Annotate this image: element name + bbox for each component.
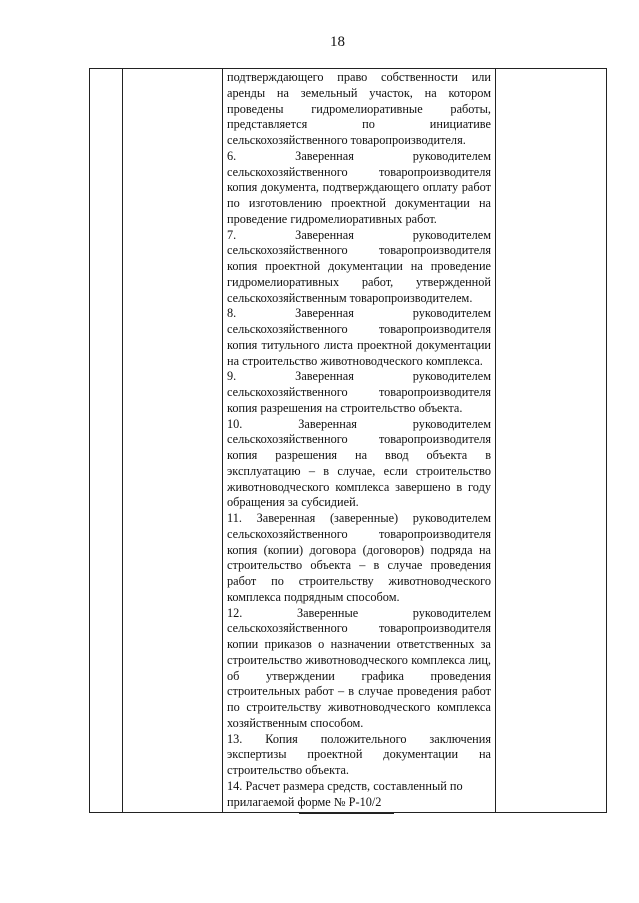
end-of-document-rule <box>299 813 394 814</box>
documents-list <box>223 69 495 812</box>
table-row <box>90 69 607 813</box>
list-item: 12. Заверенные руководителем сельскохозяйственного товаропроизводителя копии приказов о назначении ответственных за строительство животноводческого комплекса лиц, об утверждении графика проведения строительных работ – в случае проведения работ по строительству животноводческого комплекса хозяйственным способом. <box>227 605 491 730</box>
list-item: 7. Заверенная руководителем сельскохозяйственного товаропроизводителя копия проектной документации на проведение гидромелиоративных работ, утвержденной сельскохозяйственным товаропроизводителем. <box>227 227 491 305</box>
documents-column-cell <box>223 69 496 813</box>
list-item: подтверждающего право собственности или аренды на земельный участок, на котором проведены гидромелиоративные работы, представляется по инициативе сельскохозяйственного товаропроизводителя. <box>227 70 491 147</box>
list-item: 10. Заверенная руководителем сельскохозяйственного товаропроизводителя копия разрешения на ввод объекта в эксплуатацию – в случае, если строительство животноводческого комплекса завершено в году обращения за субсидией. <box>227 416 491 510</box>
list-item: 13. Копия положительного заключения экспертизы проектной документации на строительство объекта. <box>227 731 491 777</box>
list-item: 14. Расчет размера средств, составленный по прилагаемой форме № Р-10/2 <box>227 778 463 809</box>
number-column-cell <box>90 69 123 813</box>
notes-column-cell <box>496 69 607 813</box>
list-item: 9. Заверенная руководителем сельскохозяйственного товаропроизводителя копия разрешения на строительство объекта. <box>227 369 491 415</box>
list-item: 8. Заверенная руководителем сельскохозяйственного товаропроизводителя копия титульного листа проектной документации на строительство животноводческого комплекса. <box>227 306 491 368</box>
page-number: 18 <box>330 34 345 50</box>
list-item: 6. Заверенная руководителем сельскохозяйственного товаропроизводителя копия документа, подтверждающего оплату работ по изготовлению проектной документации на проведение гидромелиоративных работ. <box>227 148 491 226</box>
measure-column-cell <box>123 69 223 813</box>
list-item: 11. Заверенная (заверенные) руководителем сельскохозяйственного товаропроизводителя копия (копии) договора (договоров) подряда на строительство объекта – в случае проведения работ по строительству животноводческого комплекса подрядным способом. <box>227 511 491 604</box>
document-table <box>89 68 607 813</box>
